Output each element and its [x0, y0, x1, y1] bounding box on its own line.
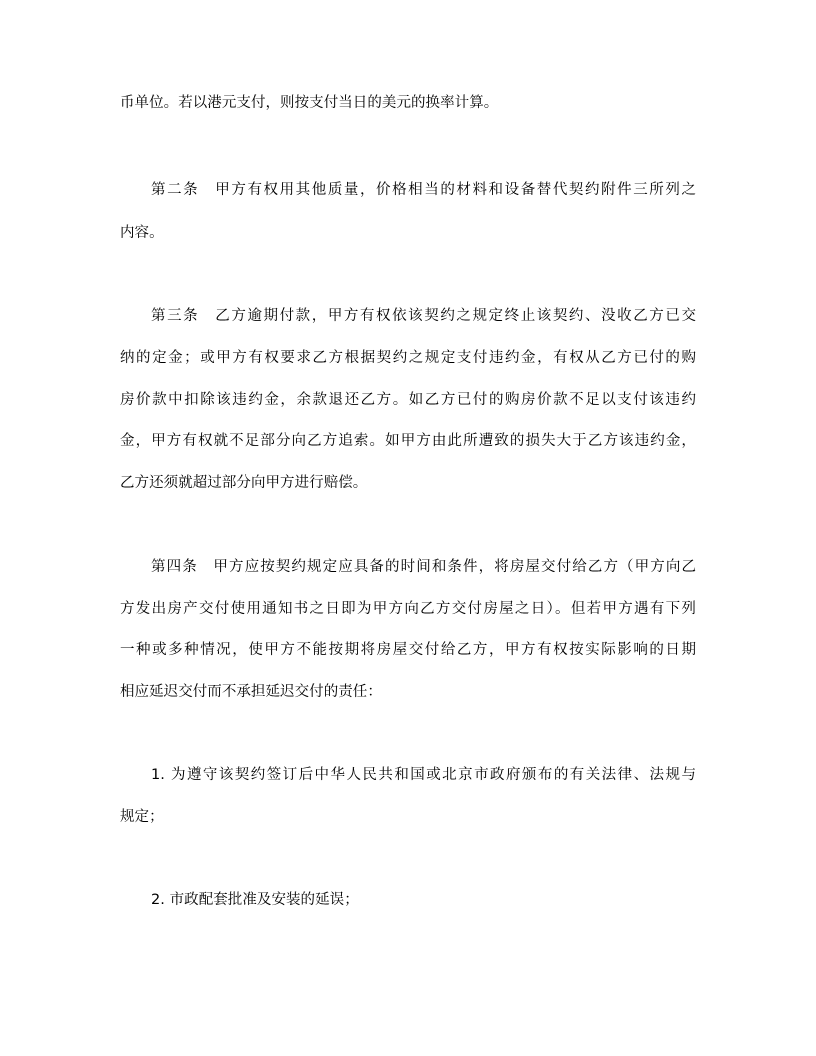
article-2-line-1: 第二条 甲方有权用其他质量，价格相当的材料和设备替代契约附件三所列之 [151, 182, 696, 198]
article-2-line-2: 内容。 [120, 225, 164, 241]
article-4-line-3: 一种或多种情况，使甲方不能按期将房屋交付给乙方，甲方有权按实际影响的日期 [120, 642, 696, 658]
article-3-line-2: 纳的定金；或甲方有权要求乙方根据契约之规定支付违约金，有权从乙方已付的购 [120, 350, 696, 366]
list-item-1-line-1: 1. 为遵守该契约签订后中华人民共和国或北京市政府颁布的有关法律、法规与 [151, 767, 696, 783]
article-3-line-3: 房价款中扣除该违约金，余款退还乙方。如乙方已付的购房价款不足以支付该违约 [120, 392, 696, 408]
article-4-line-2: 方发出房产交付使用通知书之日即为甲方向乙方交付房屋之日）。但若甲方遇有下列 [120, 601, 696, 617]
article-4-line-1: 第四条 甲方应按契约规定应具备的时间和条件，将房屋交付给乙方（甲方向乙 [151, 559, 696, 575]
article-4-line-4: 相应延迟交付而不承担延迟交付的责任： [120, 684, 382, 700]
list-item-1-line-2: 规定； [120, 809, 164, 825]
list-item-2-line-1: 2. 市政配套批准及安装的延误； [151, 892, 359, 908]
article-3-line-1: 第三条 乙方逾期付款，甲方有权依该契约之规定终止该契约、没收乙方已交 [151, 308, 696, 324]
paragraph-line-currency-end: 币单位。若以港元支付，则按支付当日的美元的换率计算。 [120, 95, 499, 111]
article-3-line-5: 乙方还须就超过部分向甲方进行赔偿。 [120, 475, 368, 491]
article-3-line-4: 金，甲方有权就不足部分向乙方追索。如甲方由此所遭致的损失大于乙方该违约金， [120, 433, 696, 449]
